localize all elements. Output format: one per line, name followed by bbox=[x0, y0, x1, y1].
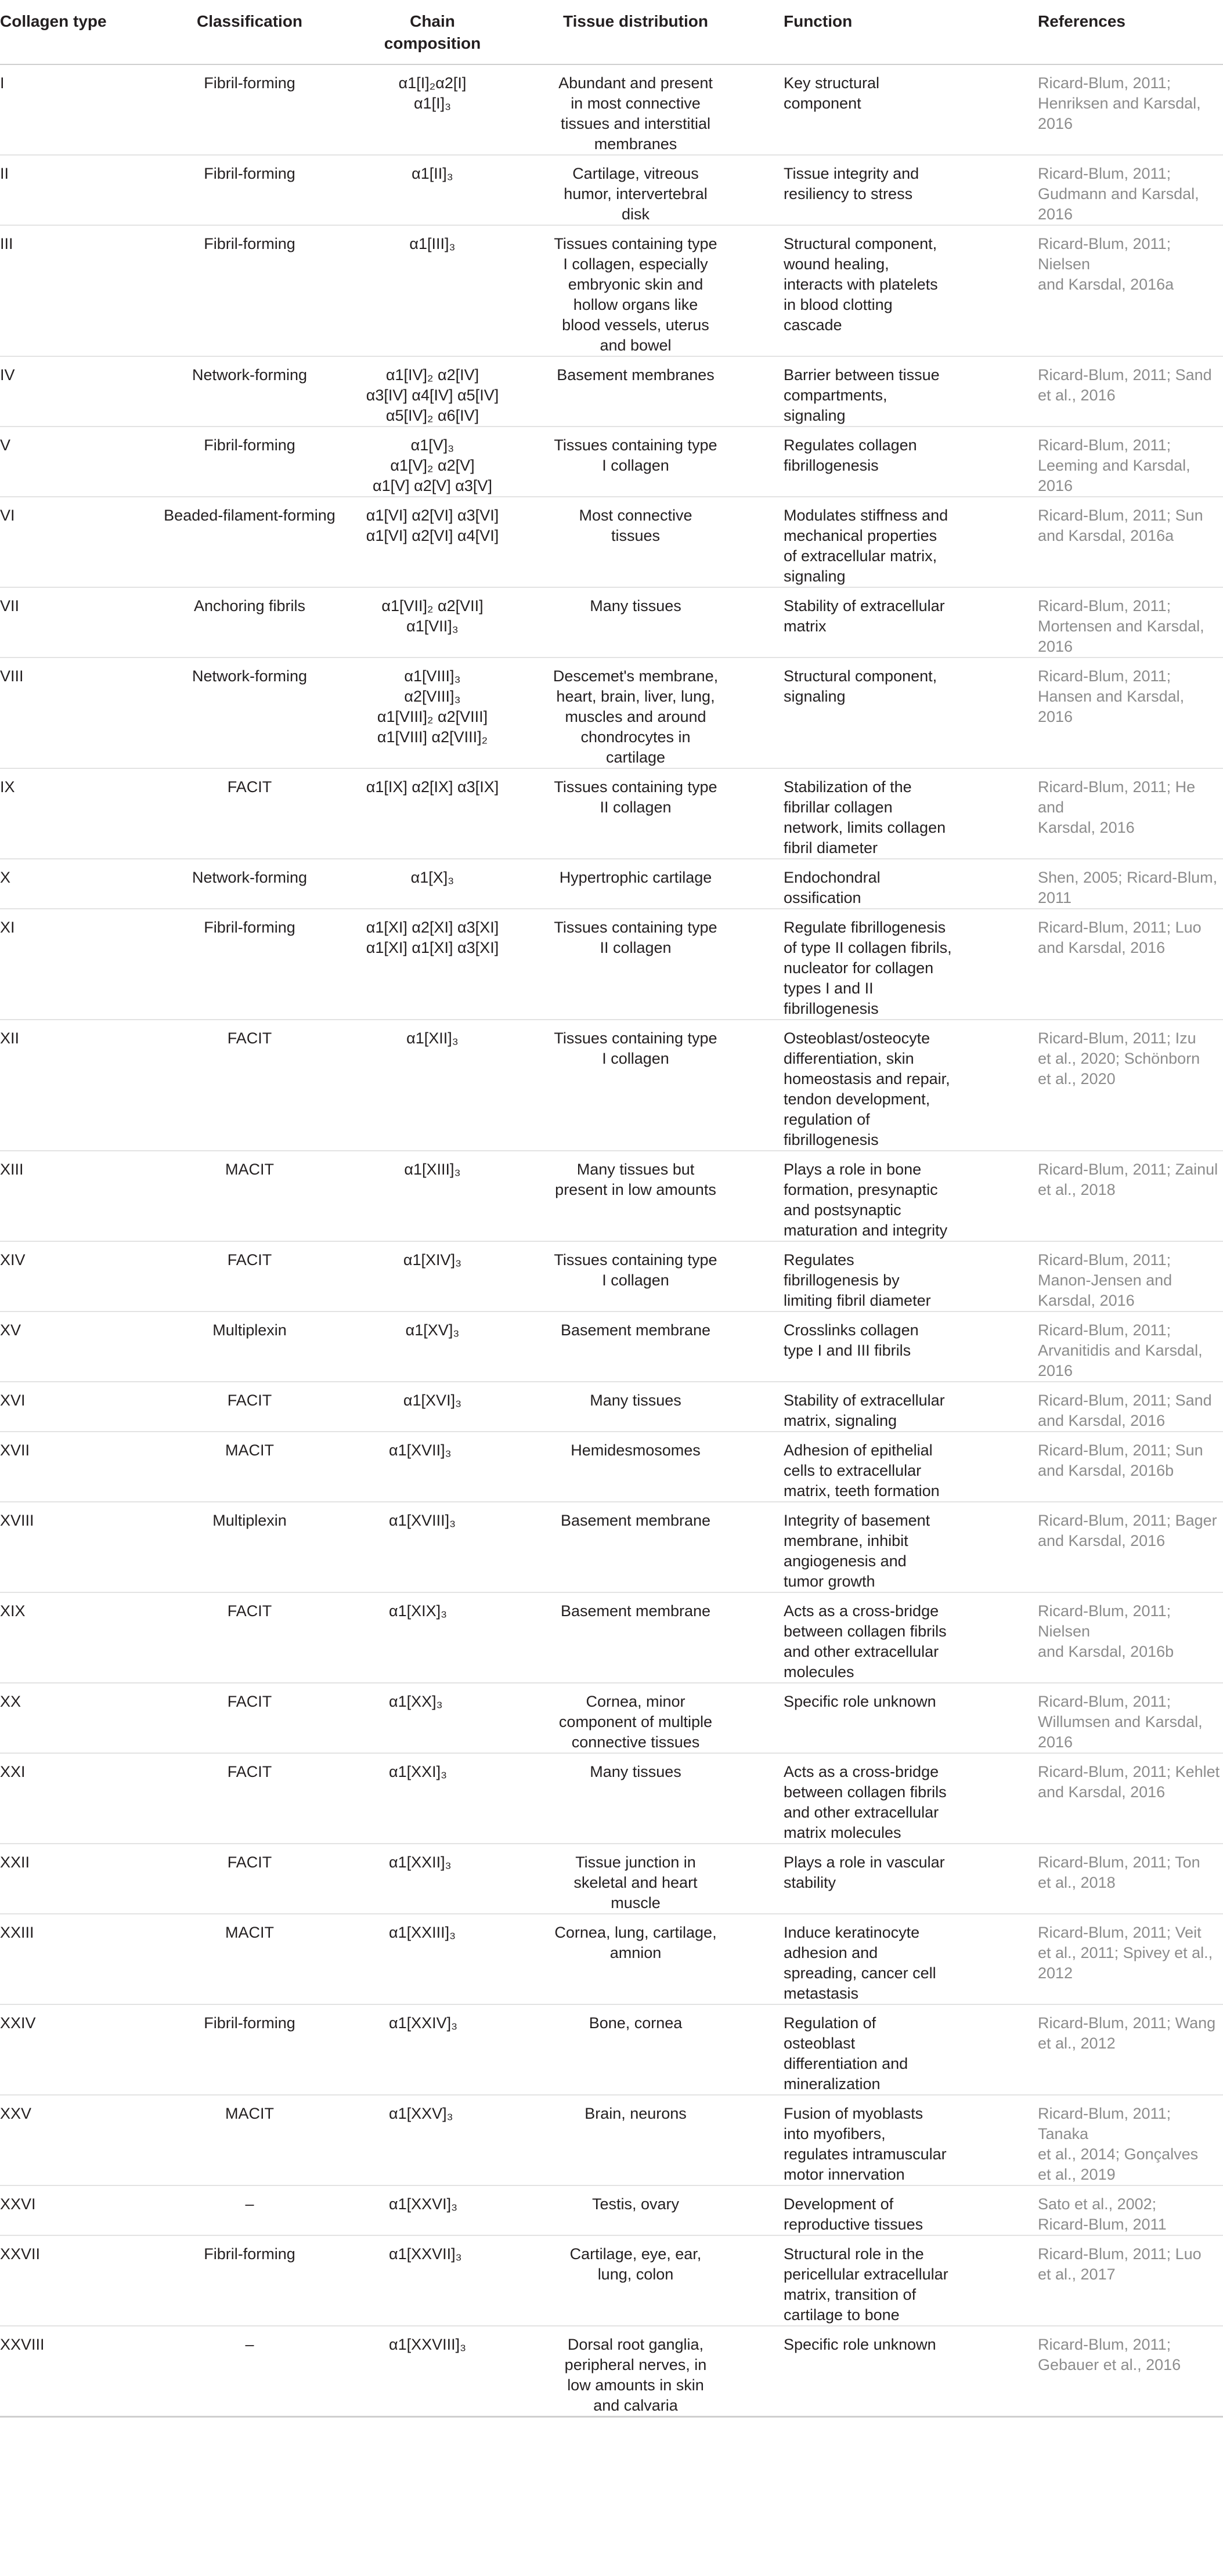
cell-classification: Fibril-forming bbox=[157, 225, 342, 356]
cell-classification: Anchoring fibrils bbox=[157, 587, 342, 657]
cell-collagen-type: XVII bbox=[0, 1432, 157, 1502]
cell-chain-composition: α1[I]₂α2[I] α1[I]₃ bbox=[342, 64, 522, 155]
cell-tissue-distribution: Bone, cornea bbox=[522, 2004, 749, 2095]
cell-tissue-distribution: Basement membrane bbox=[522, 1502, 749, 1592]
cell-chain-composition: α1[IV]₂ α2[IV] α3[IV] α4[IV] α5[IV] α5[IV]₂ α6[IV] bbox=[342, 356, 522, 427]
cell-tissue-distribution: Many tissues bbox=[522, 587, 749, 657]
cell-references: Ricard-Blum, 2011; Tanaka et al., 2014; Gonçalves et al., 2019 bbox=[1010, 2095, 1223, 2185]
cell-chain-composition: α1[XI] α2[XI] α3[XI] α1[XI] α1[XI] α3[XI] bbox=[342, 909, 522, 1020]
cell-tissue-distribution: Basement membrane bbox=[522, 1592, 749, 1683]
cell-function: Regulates collagen fibrillogenesis bbox=[749, 427, 1010, 497]
cell-function: Barrier between tissue compartments, signaling bbox=[749, 356, 1010, 427]
cell-classification: FACIT bbox=[157, 1753, 342, 1844]
table-row bbox=[0, 225, 1223, 356]
cell-chain-composition: α1[VI] α2[VI] α3[VI] α1[VI] α2[VI] α4[VI] bbox=[342, 497, 522, 587]
table-row bbox=[0, 587, 1223, 657]
cell-function: Adhesion of epithelial cells to extracellular matrix, teeth formation bbox=[749, 1432, 1010, 1502]
header-classification: Classification bbox=[157, 0, 342, 64]
cell-references: Ricard-Blum, 2011; Veit et al., 2011; Spivey et al., 2012 bbox=[1010, 1914, 1223, 2004]
cell-references: Ricard-Blum, 2011; Luo and Karsdal, 2016 bbox=[1010, 909, 1223, 1020]
cell-function: Plays a role in vascular stability bbox=[749, 1844, 1010, 1914]
cell-classification: MACIT bbox=[157, 1914, 342, 2004]
cell-tissue-distribution: Tissues containing type I collagen bbox=[522, 1020, 749, 1151]
table-row bbox=[0, 768, 1223, 859]
cell-references: Ricard-Blum, 2011; Sand and Karsdal, 2016 bbox=[1010, 1382, 1223, 1432]
cell-tissue-distribution: Many tissues bbox=[522, 1753, 749, 1844]
cell-collagen-type: XXIII bbox=[0, 1914, 157, 2004]
cell-chain-composition: α1[XXVI]₃ bbox=[342, 2185, 522, 2235]
table-row bbox=[0, 1844, 1223, 1914]
cell-collagen-type: VI bbox=[0, 497, 157, 587]
cell-function: Induce keratinocyte adhesion and spreading, cancer cell metastasis bbox=[749, 1914, 1010, 2004]
cell-tissue-distribution: Basement membranes bbox=[522, 356, 749, 427]
cell-classification: Fibril-forming bbox=[157, 2235, 342, 2326]
cell-function: Structural role in the pericellular extracellular matrix, transition of cartilage to bone bbox=[749, 2235, 1010, 2326]
cell-tissue-distribution: Dorsal root ganglia, peripheral nerves, in low amounts in skin and calvaria bbox=[522, 2326, 749, 2417]
header-collagen-type: Collagen type bbox=[0, 0, 157, 64]
table-row bbox=[0, 1151, 1223, 1241]
cell-collagen-type: VIII bbox=[0, 657, 157, 768]
cell-chain-composition: α1[XV]₃ bbox=[342, 1312, 522, 1382]
table-row bbox=[0, 1020, 1223, 1151]
cell-references: Ricard-Blum, 2011; He and Karsdal, 2016 bbox=[1010, 768, 1223, 859]
cell-references: Ricard-Blum, 2011; Willumsen and Karsdal, 2016 bbox=[1010, 1683, 1223, 1753]
cell-references: Ricard-Blum, 2011; Izu et al., 2020; Schönborn et al., 2020 bbox=[1010, 1020, 1223, 1151]
cell-collagen-type: XXI bbox=[0, 1753, 157, 1844]
cell-classification: FACIT bbox=[157, 1592, 342, 1683]
cell-function: Osteoblast/osteocyte differentiation, skin homeostasis and repair, tendon development, regulation of fibrillogenesis bbox=[749, 1020, 1010, 1151]
cell-classification: FACIT bbox=[157, 768, 342, 859]
cell-collagen-type: IV bbox=[0, 356, 157, 427]
cell-tissue-distribution: Most connective tissues bbox=[522, 497, 749, 587]
cell-chain-composition: α1[XIV]₃ bbox=[342, 1241, 522, 1312]
table-row bbox=[0, 1753, 1223, 1844]
cell-references: Sato et al., 2002; Ricard-Blum, 2011 bbox=[1010, 2185, 1223, 2235]
cell-chain-composition: α1[IX] α2[IX] α3[IX] bbox=[342, 768, 522, 859]
cell-function: Key structural component bbox=[749, 64, 1010, 155]
cell-function: Integrity of basement membrane, inhibit angiogenesis and tumor growth bbox=[749, 1502, 1010, 1592]
cell-classification: FACIT bbox=[157, 1683, 342, 1753]
cell-references: Ricard-Blum, 2011; Nielsen and Karsdal, 2016a bbox=[1010, 225, 1223, 356]
cell-chain-composition: α1[XXII]₃ bbox=[342, 1844, 522, 1914]
cell-function: Specific role unknown bbox=[749, 1683, 1010, 1753]
cell-classification: Network-forming bbox=[157, 356, 342, 427]
cell-tissue-distribution: Tissues containing type I collagen bbox=[522, 427, 749, 497]
cell-function: Development of reproductive tissues bbox=[749, 2185, 1010, 2235]
cell-chain-composition: α1[XXVIII]₃ bbox=[342, 2326, 522, 2417]
cell-references: Ricard-Blum, 2011; Kehlet and Karsdal, 2016 bbox=[1010, 1753, 1223, 1844]
cell-classification: FACIT bbox=[157, 1020, 342, 1151]
cell-chain-composition: α1[VIII]₃ α2[VIII]₃ α1[VIII]₂ α2[VIII] α1[VIII] α2[VIII]₂ bbox=[342, 657, 522, 768]
cell-tissue-distribution: Abundant and present in most connective tissues and interstitial membranes bbox=[522, 64, 749, 155]
cell-classification: Fibril-forming bbox=[157, 427, 342, 497]
cell-chain-composition: α1[XXI]₃ bbox=[342, 1753, 522, 1844]
cell-classification: MACIT bbox=[157, 2095, 342, 2185]
cell-function: Stabilization of the fibrillar collagen network, limits collagen fibril diameter bbox=[749, 768, 1010, 859]
table-row bbox=[0, 1592, 1223, 1683]
table-row bbox=[0, 859, 1223, 909]
cell-collagen-type: XVIII bbox=[0, 1502, 157, 1592]
cell-references: Ricard-Blum, 2011; Hansen and Karsdal, 2016 bbox=[1010, 657, 1223, 768]
cell-collagen-type: XXVIII bbox=[0, 2326, 157, 2417]
cell-collagen-type: XXII bbox=[0, 1844, 157, 1914]
cell-classification: Network-forming bbox=[157, 657, 342, 768]
cell-tissue-distribution: Tissues containing type II collagen bbox=[522, 909, 749, 1020]
cell-chain-composition: α1[XII]₃ bbox=[342, 1020, 522, 1151]
cell-collagen-type: XII bbox=[0, 1020, 157, 1151]
cell-collagen-type: XXVII bbox=[0, 2235, 157, 2326]
cell-function: Regulate fibrillogenesis of type II collagen fibrils, nucleator for collagen types I and II fibrillogenesis bbox=[749, 909, 1010, 1020]
cell-classification: FACIT bbox=[157, 1241, 342, 1312]
cell-tissue-distribution: Hemidesmosomes bbox=[522, 1432, 749, 1502]
cell-collagen-type: IX bbox=[0, 768, 157, 859]
cell-tissue-distribution: Tissue junction in skeletal and heart muscle bbox=[522, 1844, 749, 1914]
table-row bbox=[0, 64, 1223, 155]
cell-classification: – bbox=[157, 2185, 342, 2235]
cell-function: Plays a role in bone formation, presynaptic and postsynaptic maturation and integrity bbox=[749, 1151, 1010, 1241]
cell-references: Ricard-Blum, 2011; Ton et al., 2018 bbox=[1010, 1844, 1223, 1914]
cell-chain-composition: α1[XVII]₃ bbox=[342, 1432, 522, 1502]
cell-references: Ricard-Blum, 2011; Sand et al., 2016 bbox=[1010, 356, 1223, 427]
cell-collagen-type: XIII bbox=[0, 1151, 157, 1241]
cell-tissue-distribution: Tissues containing type I collagen bbox=[522, 1241, 749, 1312]
table-row bbox=[0, 909, 1223, 1020]
table-row bbox=[0, 356, 1223, 427]
cell-function: Fusion of myoblasts into myofibers, regulates intramuscular motor innervation bbox=[749, 2095, 1010, 2185]
table-row bbox=[0, 1914, 1223, 2004]
table-row bbox=[0, 657, 1223, 768]
cell-function: Modulates stiffness and mechanical properties of extracellular matrix, signaling bbox=[749, 497, 1010, 587]
cell-chain-composition: α1[II]₃ bbox=[342, 155, 522, 225]
cell-function: Acts as a cross-bridge between collagen fibrils and other extracellular matrix molecules bbox=[749, 1753, 1010, 1844]
cell-collagen-type: XI bbox=[0, 909, 157, 1020]
cell-references: Ricard-Blum, 2011; Mortensen and Karsdal, 2016 bbox=[1010, 587, 1223, 657]
cell-chain-composition: α1[V]₃ α1[V]₂ α2[V] α1[V] α2[V] α3[V] bbox=[342, 427, 522, 497]
cell-classification: – bbox=[157, 2326, 342, 2417]
cell-classification: Fibril-forming bbox=[157, 155, 342, 225]
cell-references: Ricard-Blum, 2011; Nielsen and Karsdal, 2016b bbox=[1010, 1592, 1223, 1683]
cell-references: Ricard-Blum, 2011; Leeming and Karsdal, 2016 bbox=[1010, 427, 1223, 497]
table-body bbox=[0, 64, 1223, 2417]
cell-tissue-distribution: Basement membrane bbox=[522, 1312, 749, 1382]
cell-references: Ricard-Blum, 2011; Sun and Karsdal, 2016b bbox=[1010, 1432, 1223, 1502]
cell-tissue-distribution: Many tissues but present in low amounts bbox=[522, 1151, 749, 1241]
cell-references: Ricard-Blum, 2011; Luo et al., 2017 bbox=[1010, 2235, 1223, 2326]
cell-classification: Fibril-forming bbox=[157, 64, 342, 155]
cell-tissue-distribution: Cartilage, eye, ear, lung, colon bbox=[522, 2235, 749, 2326]
cell-classification: FACIT bbox=[157, 1844, 342, 1914]
table-row bbox=[0, 1312, 1223, 1382]
cell-classification: Multiplexin bbox=[157, 1502, 342, 1592]
cell-collagen-type: I bbox=[0, 64, 157, 155]
cell-chain-composition: α1[XXIV]₃ bbox=[342, 2004, 522, 2095]
cell-classification: FACIT bbox=[157, 1382, 342, 1432]
cell-function: Stability of extracellular matrix bbox=[749, 587, 1010, 657]
header-function: Function bbox=[749, 0, 1010, 64]
cell-tissue-distribution: Brain, neurons bbox=[522, 2095, 749, 2185]
cell-references: Ricard-Blum, 2011; Bager and Karsdal, 2016 bbox=[1010, 1502, 1223, 1592]
cell-chain-composition: α1[XVIII]₃ bbox=[342, 1502, 522, 1592]
table-row bbox=[0, 2185, 1223, 2235]
cell-collagen-type: XXIV bbox=[0, 2004, 157, 2095]
cell-chain-composition: α1[XX]₃ bbox=[342, 1683, 522, 1753]
cell-collagen-type: XX bbox=[0, 1683, 157, 1753]
cell-chain-composition: α1[III]₃ bbox=[342, 225, 522, 356]
header-references: References bbox=[1010, 0, 1223, 64]
table-row bbox=[0, 2326, 1223, 2417]
cell-classification: Network-forming bbox=[157, 859, 342, 909]
cell-collagen-type: XXVI bbox=[0, 2185, 157, 2235]
table-row bbox=[0, 1382, 1223, 1432]
cell-chain-composition: α1[XIX]₃ bbox=[342, 1592, 522, 1683]
cell-tissue-distribution: Tissues containing type II collagen bbox=[522, 768, 749, 859]
cell-classification: Fibril-forming bbox=[157, 2004, 342, 2095]
table-row bbox=[0, 2095, 1223, 2185]
cell-function: Structural component, signaling bbox=[749, 657, 1010, 768]
table-row bbox=[0, 497, 1223, 587]
cell-collagen-type: II bbox=[0, 155, 157, 225]
table-row bbox=[0, 427, 1223, 497]
cell-chain-composition: α1[XVI]₃ bbox=[342, 1382, 522, 1432]
table-row bbox=[0, 2004, 1223, 2095]
cell-tissue-distribution: Cartilage, vitreous humor, intervertebral disk bbox=[522, 155, 749, 225]
cell-tissue-distribution: Cornea, lung, cartilage, amnion bbox=[522, 1914, 749, 2004]
cell-chain-composition: α1[VII]₂ α2[VII] α1[VII]₃ bbox=[342, 587, 522, 657]
cell-tissue-distribution: Descemet's membrane, heart, brain, liver, lung, muscles and around chondrocytes in cartilage bbox=[522, 657, 749, 768]
cell-chain-composition: α1[X]₃ bbox=[342, 859, 522, 909]
cell-classification: Fibril-forming bbox=[157, 909, 342, 1020]
cell-collagen-type: III bbox=[0, 225, 157, 356]
cell-collagen-type: XIX bbox=[0, 1592, 157, 1683]
cell-references: Ricard-Blum, 2011; Henriksen and Karsdal, 2016 bbox=[1010, 64, 1223, 155]
table-row bbox=[0, 155, 1223, 225]
cell-tissue-distribution: Testis, ovary bbox=[522, 2185, 749, 2235]
table-row bbox=[0, 1241, 1223, 1312]
cell-references: Ricard-Blum, 2011; Wang et al., 2012 bbox=[1010, 2004, 1223, 2095]
cell-function: Acts as a cross-bridge between collagen fibrils and other extracellular molecules bbox=[749, 1592, 1010, 1683]
cell-chain-composition: α1[XIII]₃ bbox=[342, 1151, 522, 1241]
cell-tissue-distribution: Many tissues bbox=[522, 1382, 749, 1432]
cell-references: Ricard-Blum, 2011; Zainul et al., 2018 bbox=[1010, 1151, 1223, 1241]
cell-classification: MACIT bbox=[157, 1151, 342, 1241]
cell-chain-composition: α1[XXIII]₃ bbox=[342, 1914, 522, 2004]
header-chain-composition: Chain composition bbox=[342, 0, 522, 64]
cell-references: Ricard-Blum, 2011; Arvanitidis and Karsdal, 2016 bbox=[1010, 1312, 1223, 1382]
cell-function: Specific role unknown bbox=[749, 2326, 1010, 2417]
cell-references: Ricard-Blum, 2011; Gudmann and Karsdal, 2016 bbox=[1010, 155, 1223, 225]
cell-references: Ricard-Blum, 2011; Manon-Jensen and Karsdal, 2016 bbox=[1010, 1241, 1223, 1312]
cell-chain-composition: α1[XXVII]₃ bbox=[342, 2235, 522, 2326]
cell-references: Ricard-Blum, 2011; Sun and Karsdal, 2016a bbox=[1010, 497, 1223, 587]
cell-references: Ricard-Blum, 2011; Gebauer et al., 2016 bbox=[1010, 2326, 1223, 2417]
cell-tissue-distribution: Cornea, minor component of multiple connective tissues bbox=[522, 1683, 749, 1753]
cell-references: Shen, 2005; Ricard-Blum, 2011 bbox=[1010, 859, 1223, 909]
cell-collagen-type: XXV bbox=[0, 2095, 157, 2185]
table-header-row bbox=[0, 0, 1223, 64]
cell-classification: MACIT bbox=[157, 1432, 342, 1502]
cell-function: Stability of extracellular matrix, signaling bbox=[749, 1382, 1010, 1432]
cell-function: Tissue integrity and resiliency to stress bbox=[749, 155, 1010, 225]
cell-function: Regulates fibrillogenesis by limiting fibril diameter bbox=[749, 1241, 1010, 1312]
cell-tissue-distribution: Hypertrophic cartilage bbox=[522, 859, 749, 909]
cell-function: Crosslinks collagen type I and III fibrils bbox=[749, 1312, 1010, 1382]
cell-collagen-type: XV bbox=[0, 1312, 157, 1382]
cell-tissue-distribution: Tissues containing type I collagen, especially embryonic skin and hollow organs like blood vessels, uterus and bowel bbox=[522, 225, 749, 356]
cell-collagen-type: X bbox=[0, 859, 157, 909]
cell-function: Structural component, wound healing, interacts with platelets in blood clotting cascade bbox=[749, 225, 1010, 356]
table-row bbox=[0, 1502, 1223, 1592]
cell-classification: Multiplexin bbox=[157, 1312, 342, 1382]
cell-chain-composition: α1[XXV]₃ bbox=[342, 2095, 522, 2185]
cell-function: Endochondral ossification bbox=[749, 859, 1010, 909]
cell-classification: Beaded-filament-forming bbox=[157, 497, 342, 587]
header-tissue-distribution: Tissue distribution bbox=[522, 0, 749, 64]
cell-collagen-type: V bbox=[0, 427, 157, 497]
table-row bbox=[0, 1432, 1223, 1502]
cell-collagen-type: VII bbox=[0, 587, 157, 657]
table-row bbox=[0, 2235, 1223, 2326]
table-row bbox=[0, 1683, 1223, 1753]
cell-collagen-type: XVI bbox=[0, 1382, 157, 1432]
cell-collagen-type: XIV bbox=[0, 1241, 157, 1312]
cell-function: Regulation of osteoblast differentiation and mineralization bbox=[749, 2004, 1010, 2095]
